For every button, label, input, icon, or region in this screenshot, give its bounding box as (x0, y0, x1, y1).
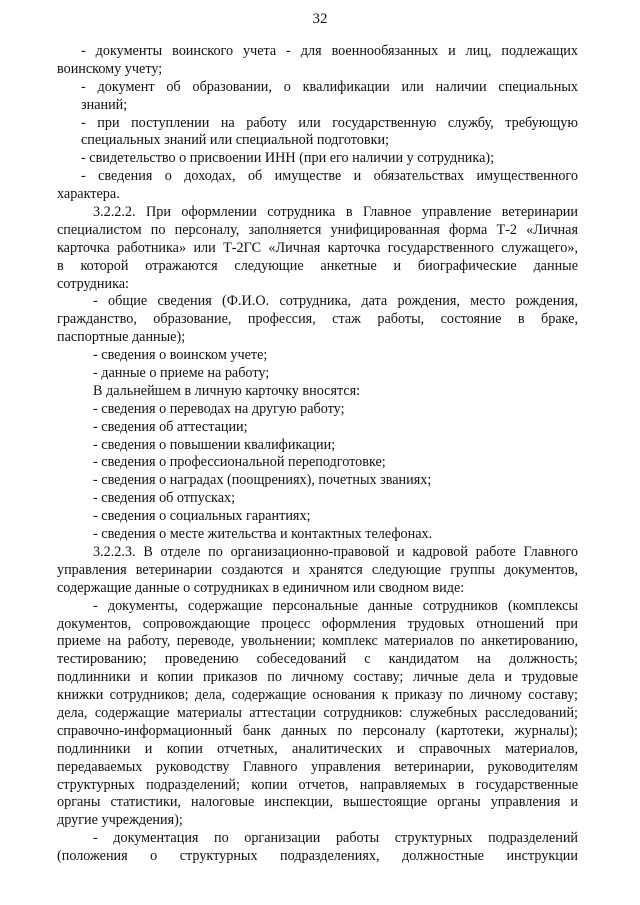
text-line: другие учреждения); (57, 812, 183, 829)
text-line: - сведения о социальных гарантиях; (93, 508, 311, 525)
text-line: справочно-информационный банк данных по персоналу (картотеки, журналы); (57, 722, 578, 739)
text-line: - сведения о доходах, об имуществе и обязательствах имущественного (81, 168, 578, 185)
text-line: - общие сведения (Ф.И.О. сотрудника, дата рождения, место рождения, (93, 293, 578, 310)
text-line: управления ветеринарии создаются и хранятся следующие группы документов, (57, 561, 578, 578)
text-line: органы статистики, налоговые инспекции, вышестоящие органы управления и (57, 794, 578, 811)
text-line: карточка работника» или Т-2ГС «Личная карточка государственного служащего», (57, 239, 578, 256)
text-line: 3.2.2.2. При оформлении сотрудника в Главное управление ветеринарии (93, 204, 578, 221)
text-line: - документы, содержащие персональные данные сотрудников (комплексы (93, 597, 578, 614)
text-line: в которой отражаются следующие анкетные и биографические данные (57, 257, 578, 274)
text-line: характера. (57, 186, 120, 203)
text-line: (положения о структурных подразделениях, должностные инструкции (57, 848, 578, 865)
text-line: подлинники и копии отчетных, аналитических и справочных материалов, (57, 740, 578, 757)
text-line: книжки сотрудников; дела, содержащие основания к приказу по личному составу; (57, 687, 578, 704)
text-line: гражданство, образование, профессия, стаж работы, состояние в браке, (57, 311, 578, 328)
text-line: передаваемых руководству Главного управления ветеринарии, руководителям (57, 758, 578, 775)
text-line: - документы воинского учета - для военнообязанных и лиц, подлежащих (81, 43, 578, 59)
page-number: 32 (312, 11, 328, 27)
text-line: дела, содержащие материалы аттестации сотрудников: служебных расследований; (57, 704, 578, 721)
text-line: - сведения о наградах (поощрениях), почетных званиях; (93, 472, 432, 489)
text-line: специалистом по персоналу, заполняется унифицированная форма Т-2 «Личная (57, 221, 578, 238)
text-line: специальных знаний или специальной подготовки; (81, 132, 390, 149)
text-line: документов, сопровождающие процесс оформления трудовых отношений при (57, 615, 578, 632)
text-line: сотрудника: (57, 275, 130, 292)
text-line: содержащие данные о сотрудниках в единичном или сводном виде: (57, 579, 465, 596)
text-line: В дальнейшем в личную карточку вносятся: (93, 382, 361, 399)
text-line: воинскому учету; (57, 60, 163, 77)
text-line: - документ об образовании, о квалификации или наличии специальных (81, 78, 578, 95)
text-line: - сведения о повышении квалификации; (93, 436, 336, 453)
text-line: паспортные данные); (57, 329, 186, 346)
text-line: подлинники и копии приказов по личному составу; личные дела и трудовые (57, 669, 578, 686)
text-line: - свидетельство о присвоении ИНН (при его наличии у сотрудника); (81, 150, 495, 167)
text-line: 3.2.2.3. В отделе по организационно-правовой и кадровой работе Главного (93, 543, 578, 560)
text-line: - сведения об аттестации; (93, 418, 248, 435)
text-line: - данные о приеме на работу; (93, 365, 270, 382)
text-line: тестированию; проведению собеседований с кандидатом на должность; (57, 651, 578, 668)
text-line: - документация по организации работы структурных подразделений (93, 830, 578, 847)
text-line: - сведения о воинском учете; (93, 347, 268, 364)
text-line: - сведения о профессиональной переподготовке; (93, 454, 386, 471)
text-line: - сведения о переводах на другую работу; (93, 400, 345, 417)
text-line: - при поступлении на работу или государственную службу, требующую (81, 114, 578, 131)
text-line: - сведения об отпусках; (93, 490, 236, 507)
text-line: знаний; (81, 96, 128, 113)
document-body (57, 43, 578, 866)
text-line: - сведения о месте жительства и контактных телефонах. (93, 526, 433, 543)
text-line: приеме на работу, переводе, увольнении; комплекс материалов по анкетированию, (57, 633, 578, 650)
text-line: структурных подразделений; копии отчетов, направляемых в государственные (57, 776, 578, 793)
